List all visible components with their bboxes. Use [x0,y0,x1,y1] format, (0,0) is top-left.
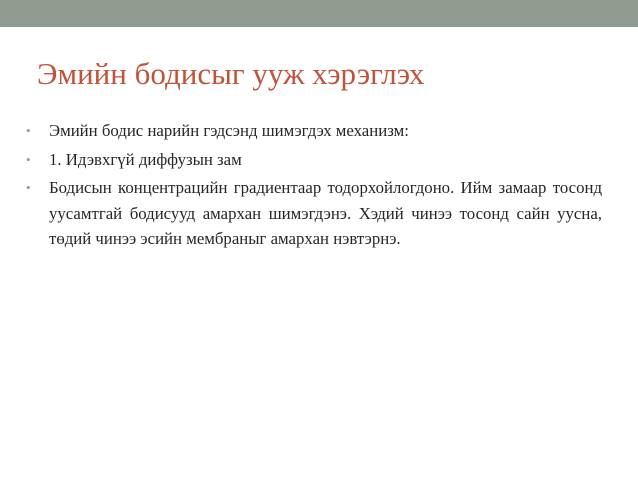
bullet-list [26,118,602,255]
bullet-icon: • [26,151,31,167]
top-band [0,0,638,27]
bullet-item [26,175,602,252]
bullet-text: Бодисын концентрацийн градиентаар тодорхойлогдоно. Ийм замаар тосонд уусамтгай бодисууд амархан шимэгдэнэ. Хэдий чинээ тосонд сайн уусна, төдий чинээ эсийн мембраныг амархан нэвтэрнэ. [49,178,602,248]
bullet-text: 1. Идэвхгүй диффузын зам [49,149,242,169]
bullet-item [26,147,602,173]
slide-title: Эмийн бодисыг ууж хэрэглэх [37,56,425,91]
bullet-icon: • [26,180,31,195]
bullet-text: Эмийн бодис нарийн гэдсэнд шимэгдэх механизм: [49,121,409,140]
bullet-item [26,118,602,144]
bullet-icon: • [26,123,31,138]
